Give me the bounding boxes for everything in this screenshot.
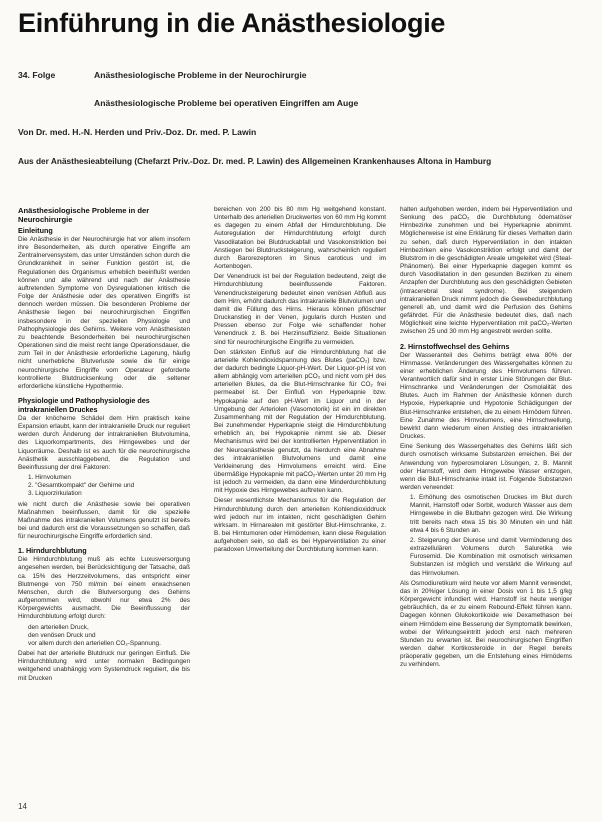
factor-list (18, 474, 190, 498)
paragraph: Dieser wesentlichste Mechanismus für die Regulation der Hirndurchblutung durch den arteriellen Kohlendioxiddruck wird jedoch nur im intakten, nicht geschädigten Gehirn wirksam. In Hirnarealen mit gestörter Blut-Hirnschranke, z. B. bei Hirntumoren oder Hirnödemen, kann diese Regulation aufgehoben sein, so daß es bei Hyperventilation zu einer paradoxen Umverteilung der Durchblutung kommen kann. (214, 497, 386, 554)
list-item: den arteriellen Druck, (28, 623, 89, 631)
paragraph: Da der knöcherne Schädel dem Hirn praktisch keine Expansion erlaubt, kann der intrakranielle Druck nur reguliert werden durch Änderung der intrakraniellen Blutvolumina, des Liquorkompartments, des Hirngewebes und der Liquorräume. Deshalb ist es auch für die neurochirurgische Anästhetik ausschlaggebend, die Regulation und Beeinflussung der drei Faktoren: (18, 414, 190, 471)
list-item: 1. Erhöhung des osmotischen Druckes im Blut durch Mannit, Harnstoff oder Sorbit, wodurch Wasser aus dem Hirngewebe in die Blutbahn gezogen wird. Die Wirkung tritt bereits nach etwa 15 bis 30 Minuten ein und hält etwa 4 bis 6 Stunden an. (410, 494, 572, 534)
paragraph: bereichen von 200 bis 80 mm Hg weitgehend konstant. Unterhalb des arteriellen Druckwertes von 60 mm Hg kommt es dagegen zu einem Abfall der Hirndurchblutung. Die Autoregulation der Hirndurchblutung erfolgt durch Vasodilatation bei Blutdruckabfall und Vasokonstriktion bei Anstiegen bei Blutdrucksteigerung, wahrscheinlich reguliert durch Barorezeptoren im Sinus caroticus und im Aortenbogen. (214, 206, 386, 271)
authors: Von Dr. med. H.-N. Herden und Priv.-Doz. Dr. med. P. Lawin (18, 127, 257, 137)
paragraph: Der Venendruck ist bei der Regulation bedeutend, zeigt die Hirndurchblutung beeinflussende Faktoren. Venendrucksteigerung bedeutet einen venösen Abfluß aus dem Hirn, erhöht dadurch das intrakranielle Blutvolumen und damit die Füllung des Hirns. Hieraus können pflöschter Druckanstieg in der Venen, jugularis durch Husten und Pressen ebenso zur Folge wie schaffender hoher Venendruck z. B. bei Herzinsuffizienz. Beide Situationen sind für neurochirurgische Eingriffe zu vermeiden. (214, 273, 386, 346)
measure-list (400, 494, 572, 578)
paragraph: Eine Senkung des Wassergehaltes des Gehirns läßt sich durch osmotisch wirksame Substanzen erreichen. Bei der Anwendung von hyperosmolaren Lösungen, z. B. Mannit oder Harnstoff, wird dem Hirngewebe Wasser entzogen, wenn die Blut-Hirnschranke intakt ist. Folgende Substanzen werden verwendet: (400, 443, 572, 491)
list-item: vor allem durch den arteriellen CO₂-Spannung. (28, 639, 161, 647)
paragraph: Dabei hat der arterielle Blutdruck nur geringen Einfluß. Die Hirndurchblutung wird unter normalen Bedingungen weitgehend unabhängig vom Systemdruck reguliert, die bis mit Drucken (18, 650, 190, 682)
paragraph: halten aufgehoben werden, indem bei Hyperventilation und Senkung des paCO₂ die Durchblutung ödematöser Hirnbezirke zunehmen und bei Hyperkapnie abnimmt. Möglicherweise ist eine Erklärung für dieses Verhalten darin zu sehen, daß durch Hyperventilation in den intakten Hirnbezirken eine Vasokonstriktion erfolgt und damit der Blutstrom in die geschädigten Areale umgeleitet wird (Steal-Phänomen). Bei einer Hyperkapnie dagegen kommt es durch Vasodilatation in den gesunden Bezirken zu einem Anzapfen der Durchblutung aus den geschädigten Gebieten (intracerebral steal syndrome). Bei steigendem intrakraniellen Druck nimmt jedoch die Gewebedurchblutung generell ab, und damit wird die Perfusion des Gehirns gefährdet. Für die Anästhesie bedeutet dies, daß nach Möglichkeit eine leichte Hyperventilation mit paCO₂-Werten zwischen 25 und 30 mm Hg angestrebt werden sollte. (400, 206, 572, 336)
affiliation: Aus der Anästhesieabteilung (Chefarzt Priv.-Doz. Dr. med. P. Lawin) des Allgemeinen Krankenhauses Altona in Hamburg (18, 156, 492, 166)
list-item: 2. "Gesamtkompakt" der Gehirne und (28, 482, 135, 490)
list-item: 3. Liquorzirkulation (28, 490, 82, 498)
section-heading: Physiologie und Pathophysiologie des intrakraniellen Druckes (18, 395, 150, 414)
section-heading: Einleitung (18, 226, 53, 235)
column-2 (214, 206, 386, 557)
influence-list (18, 624, 190, 648)
section-heading: Anästhesiologische Probleme in der Neurochirurgie (18, 206, 150, 224)
page-number: 14 (18, 802, 27, 811)
series-title: Anästhesiologische Probleme in der Neurochirurgie (94, 70, 307, 80)
column-1 (18, 206, 190, 685)
list-item: 2. Steigerung der Diurese und damit Verminderung des extrazellulären Volumens durch Saluretika wie Furosemid. Die Kombination mit osmotisch wirksamen Substanzen ist möglich und verstärkt die Wirkung auf das Hirnvolumen. (410, 536, 572, 577)
list-item: den venösen Druck und (28, 631, 96, 639)
paragraph: Die Anästhesie in der Neurochirurgie hat vor allem insofern ihre Besonderheiten, als durch operative Eingriffe am Zentralnervensystem, das unter Umständen schon durch die Grundkrankheit in seiner Funktion gestört ist, die Regulationen des Organismus erheblich beeinflußt werden können und alle während und nach der Anästhesie auftretenden Symptome von Dysregulationen kritisch die Folge der Anästhesie oder des operativen Eingriffs ist dennoch werden müssen. Die besonderen Probleme der Anästhesie liegen bei neurochirurgischen Eingriffen insbesondere in der speziellen Physiologie und Pathophysiologie des Gehirns. Weitere vom Anästhesisten zu beachtende Besonderheiten bei neurochirurgischen Operationen sind die meist recht lange Operationsdauer, die zum Teil in der Anästhesie erforderliche Lagerung, häufig nicht unerhebliche Blutverluste sowie die für einige neurochirurgische Eingriffe vom Operateur geforderte kontrollierte Blutdrucksenkung oder die seltener erforderliche künstliche Hypothermie. (18, 236, 190, 390)
paragraph: Den stärksten Einfluß auf die Hirndurchblutung hat die arterielle Kohlendioxidspannung des Blutes (paCO₂) bzw. der dadurch bedingte Liquor-pH-Wert. Der Liquor-pH ist von allem abhängig vom arteriellen pCO₂ und nicht vom pH des arteriellen Blutes, da die Blut-Hirnschranke für CO₂ frei permeabel ist. Der Einfluß von Hyperkapnie bzw. Hypokapnie auf den pH-Wert im Liquor und in der Umgebung der Arteriolen (Vasomotorik) ist ein im direkten Zusammenhang mit der Regulation der Hirndurchblutung. Bei zunehmender Hyperkapnie steigt die Hirndurchblutung erheblich an, bei Hypokapnie nimmt sie ab. Dieser Mechanismus wird bei der kontrollierten Hyperventilation in der Neuroanästhesie genutzt, da hierdurch eine Abnahme des intrakraniellen Blutvolumens und damit eine Verkleinerung des Hirnvolumens erreicht wird. Eine übermäßige Hypokapnie mit paCO₂-Werten unter 20 mm Hg ist jedoch zu vermeiden, da dann eine Minderdurchblutung mit Hypoxie des Hirngewebes auftreten kann. (214, 348, 386, 495)
paragraph: wie nicht durch die Anästhesie sowie bei operativen Maßnahmen beeinflussen, damit für die spezielle Maßnahme des intrakraniellen Volumens genutzt ist bereits bei und dadurch erst die Voraussetzungen so schaffen, daß für neurochirurgische Eingriffe erforderlich sind. (18, 500, 190, 541)
paragraph: Als Osmodiuretikum wird heute vor allem Mannit verwendet, das in 20%iger Lösung in einer Dosis von 1 bis 1,5 g/kg Körpergewicht infundiert wird. Harnstoff ist heute weniger gebräuchlich, da er zu einem Rebound-Effekt führen kann. Dagegen können Glukokortikoide wie Dexamethason bei einem Hirnödem eine Besserung der Symptomatik bewirken, wobei der Wirkungseintritt jedoch erst nach mehreren Stunden zu erwarten ist. Bei neurochirurgischen Eingriffen werden daher Kortikosteroide in der Regel bereits präoperativ gegeben, um die Entstehung eines Hirnödems zu verhindern. (400, 579, 572, 669)
list-item: 1. Hirnvolumen (28, 474, 71, 482)
column-3 (400, 206, 572, 671)
paragraph: Der Wasseranteil des Gehirns beträgt etwa 80% der Hirnmasse. Veränderungen des Wassergehaltes können zu einer erheblichen Änderung des Hirnvolumens führen. Verantwortlich dafür sind in erster Linie Störungen der Blut-Hirnschranke und Veränderungen der Osmolalität des Blutes. Auch im Rahmen der Anästhesie können durch Hypoxie, Hyperkapnie und Hypotonie Schädigungen der Blut-Hirnschranke entstehen, die zu einem Hirnödem führen. Eine Zunahme des Hirnvolumens, eine Hirnschwellung, bewirkt dann wiederum einen Anstieg des intrakraniellen Druckes. (400, 351, 572, 441)
article-title: Einführung in die Anästhesiologie (18, 8, 446, 38)
paragraph: Die Hirndurchblutung muß als echte Luxusversorgung angesehen werden, bei Berücksichtigung der Tatsache, daß ca. 15% des Herzzeitvolumens, das entspricht einer Blutmenge von 750 ml/min bei einem erwachsenen Menschen, durch die Blutversorgung des Gehirns aufgenommen wird, obwohl nur etwa 2% des Körpergewichts ausmacht. Die Beeinflussung der Hirndurchblutung erfolgt durch: (18, 556, 190, 621)
section-heading: 1. Hirndurchblutung (18, 546, 87, 556)
series-label: 34. Folge (18, 70, 56, 80)
section-heading: 2. Hirnstoffwechsel des Gehirns (400, 341, 510, 351)
article-subtitle: Anästhesiologische Probleme bei operativen Eingriffen am Auge (94, 98, 359, 108)
